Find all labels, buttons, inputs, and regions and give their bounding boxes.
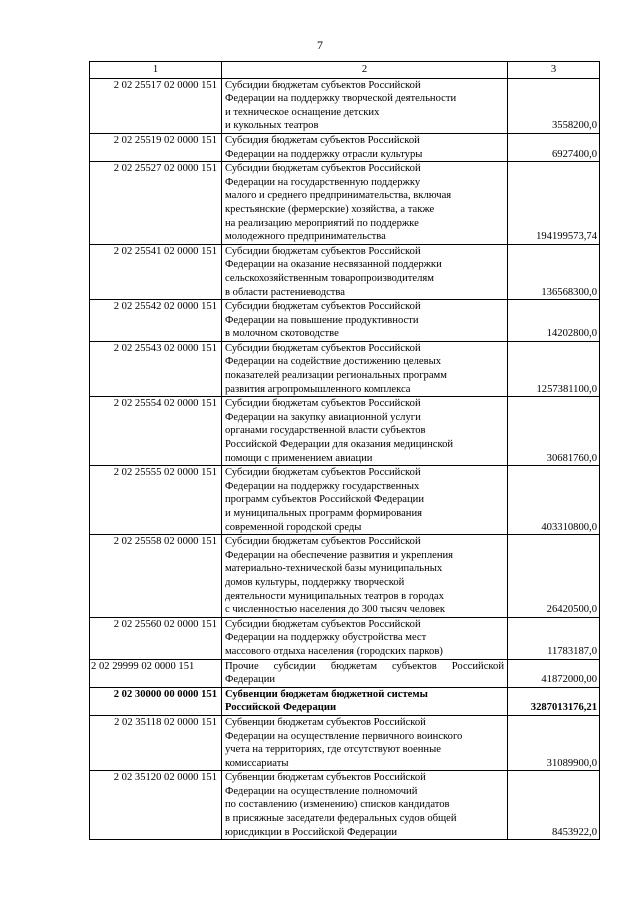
description-line: программ субъектов Российской Федерации bbox=[225, 494, 425, 506]
description-line: Субвенции бюджетам субъектов Российской bbox=[225, 716, 426, 728]
description-line: Субсидии бюджетам субъектов Российской bbox=[225, 163, 421, 175]
description-line: Федерации на государственную поддержку bbox=[225, 176, 421, 188]
budget-code-cell: 2 02 25543 02 0000 151 bbox=[90, 341, 222, 396]
amount-cell: 31089900,0 bbox=[508, 715, 600, 770]
table-row bbox=[90, 617, 600, 659]
revenue-table bbox=[89, 61, 600, 840]
amount-cell: 8453922,0 bbox=[508, 771, 600, 840]
description-line: учета на территориях, где отсутствуют военные bbox=[225, 744, 441, 756]
description-cell bbox=[222, 535, 508, 618]
description-line: домов культуры, поддержку творческой bbox=[225, 576, 405, 588]
description-line: Российской Федерации для оказания медицинской bbox=[225, 439, 454, 451]
description-line: Субсидии бюджетам субъектов Российской bbox=[225, 245, 421, 257]
table-body bbox=[90, 78, 600, 840]
description-line: сельскохозяйственным товаропроизводителям bbox=[225, 272, 434, 284]
description-line: Российской Федерации bbox=[225, 702, 337, 714]
table-row bbox=[90, 133, 600, 161]
description-line: современной городской среды bbox=[225, 521, 362, 533]
budget-code-cell: 2 02 25560 02 0000 151 bbox=[90, 617, 222, 659]
budget-code-cell: 2 02 25542 02 0000 151 bbox=[90, 300, 222, 342]
description-line: в области растениеводства bbox=[225, 286, 345, 298]
description-cell bbox=[222, 771, 508, 840]
description-line: Федерации на осуществление полномочий bbox=[225, 785, 418, 797]
table-row bbox=[90, 78, 600, 133]
description-line: материально-технической базы муниципальных bbox=[225, 563, 443, 575]
description-cell bbox=[222, 162, 508, 245]
description-cell bbox=[222, 300, 508, 342]
description-line: Субсидии бюджетам субъектов Российской bbox=[225, 79, 421, 91]
description-cell bbox=[222, 133, 508, 161]
amount-cell: 14202800,0 bbox=[508, 300, 600, 342]
description-line: в молочном скотоводстве bbox=[225, 328, 339, 340]
table-row bbox=[90, 300, 600, 342]
amount-cell: 26420500,0 bbox=[508, 535, 600, 618]
budget-code-cell: 2 02 25558 02 0000 151 bbox=[90, 535, 222, 618]
description-line: Прочие субсидии бюджетам субъектов Российской bbox=[225, 660, 504, 672]
description-cell bbox=[222, 715, 508, 770]
budget-code-cell: 2 02 35120 02 0000 151 bbox=[90, 771, 222, 840]
description-cell bbox=[222, 397, 508, 466]
description-line: малого и среднего предпринимательства, включая bbox=[225, 190, 452, 202]
amount-cell: 3287013176,21 bbox=[508, 687, 600, 715]
description-cell bbox=[222, 687, 508, 715]
table-row bbox=[90, 771, 600, 840]
description-line: Федерации на оказание несвязанной поддержки bbox=[225, 259, 442, 271]
description-line: Субсидии бюджетам субъектов Российской bbox=[225, 536, 421, 548]
description-line: Федерации на поддержку творческой деятельности bbox=[225, 93, 457, 105]
column-header-2: 2 bbox=[222, 62, 508, 79]
table-header-row bbox=[90, 62, 600, 79]
description-line: Субсидии бюджетам субъектов Российской bbox=[225, 342, 421, 354]
description-line: Субсидия бюджетам субъектов Российской bbox=[225, 134, 420, 146]
description-line: Федерации на поддержку отрасли культуры bbox=[225, 148, 423, 160]
table-row bbox=[90, 715, 600, 770]
description-cell bbox=[222, 244, 508, 299]
budget-code-cell: 2 02 25519 02 0000 151 bbox=[90, 133, 222, 161]
table-row bbox=[90, 244, 600, 299]
table-row bbox=[90, 466, 600, 535]
description-line: Федерации на поддержку обустройства мест bbox=[225, 632, 427, 644]
description-line: Федерации на обеспечение развития и укрепления bbox=[225, 549, 454, 561]
description-line: Субвенции бюджетам бюджетной системы bbox=[225, 688, 428, 700]
description-line: комиссариаты bbox=[225, 757, 289, 769]
description-line: показателей реализации региональных программ bbox=[225, 370, 447, 382]
table-row bbox=[90, 341, 600, 396]
amount-cell: 30681760,0 bbox=[508, 397, 600, 466]
budget-code-cell: 2 02 25554 02 0000 151 bbox=[90, 397, 222, 466]
budget-code-cell: 2 02 25541 02 0000 151 bbox=[90, 244, 222, 299]
table-row bbox=[90, 397, 600, 466]
description-line: молодежного предпринимательства bbox=[225, 231, 386, 243]
description-line: помощи с применением авиации bbox=[225, 452, 373, 464]
description-line: Субсидии бюджетам субъектов Российской bbox=[225, 398, 421, 410]
description-line: и кукольных театров bbox=[225, 120, 319, 132]
description-line: и муниципальных программ формирования bbox=[225, 508, 423, 519]
description-line: массового отдыха населения (городских парков) bbox=[225, 645, 443, 657]
page-number: 7 bbox=[317, 38, 323, 52]
description-line: развития агропромышленного комплекса bbox=[225, 383, 411, 395]
table-row bbox=[90, 535, 600, 618]
description-line: Федерации на закупку авиационной услуги bbox=[225, 411, 421, 423]
table-row bbox=[90, 162, 600, 245]
description-cell bbox=[222, 466, 508, 535]
description-cell bbox=[222, 78, 508, 133]
description-line: Субсидии бюджетам субъектов Российской bbox=[225, 301, 421, 313]
description-line: с численностью населения до 300 тысяч человек bbox=[225, 604, 445, 616]
description-line: Субвенции бюджетам субъектов Российской bbox=[225, 772, 426, 784]
description-line: в присяжные заседатели федеральных судов общей bbox=[225, 813, 457, 825]
description-cell bbox=[222, 341, 508, 396]
description-line: и техническое оснащение детских bbox=[225, 106, 380, 118]
description-line: органами государственной власти субъектов bbox=[225, 425, 426, 437]
column-header-1: 1 bbox=[90, 62, 222, 79]
amount-cell: 11783187,0 bbox=[508, 617, 600, 659]
description-line: Федерации на поддержку государственных bbox=[225, 480, 420, 492]
description-line: крестьянские (фермерские) хозяйства, а также bbox=[225, 203, 435, 215]
table-row bbox=[90, 659, 600, 687]
amount-cell: 41872000,00 bbox=[508, 659, 600, 687]
budget-code-cell: 2 02 25527 02 0000 151 bbox=[90, 162, 222, 245]
amount-cell: 3558200,0 bbox=[508, 78, 600, 133]
description-line: Федерации на осуществление первичного воинского bbox=[225, 730, 463, 742]
budget-code-cell: 2 02 29999 02 0000 151 bbox=[90, 659, 222, 687]
column-header-3: 3 bbox=[508, 62, 600, 79]
description-line: на реализацию мероприятий по поддержке bbox=[225, 217, 419, 229]
budget-code-cell: 2 02 25555 02 0000 151 bbox=[90, 466, 222, 535]
description-line: Федерации на повышение продуктивности bbox=[225, 314, 419, 326]
budget-code-cell: 2 02 30000 00 0000 151 bbox=[90, 687, 222, 715]
description-line: Федерации на содействие достижению целевых bbox=[225, 356, 442, 368]
table-row bbox=[90, 687, 600, 715]
description-line: по составлению (изменению) списков кандидатов bbox=[225, 799, 450, 811]
description-cell bbox=[222, 659, 508, 687]
description-line: Субсидии бюджетам субъектов Российской bbox=[225, 467, 421, 479]
budget-code-cell: 2 02 35118 02 0000 151 bbox=[90, 715, 222, 770]
amount-cell: 403310800,0 bbox=[508, 466, 600, 535]
description-line: Субсидии бюджетам субъектов Российской bbox=[225, 618, 421, 630]
description-line: юрисдикции в Российской Федерации bbox=[225, 826, 397, 838]
amount-cell: 194199573,74 bbox=[508, 162, 600, 245]
amount-cell: 136568300,0 bbox=[508, 244, 600, 299]
description-line: деятельности муниципальных театров в городах bbox=[225, 590, 444, 602]
amount-cell: 1257381100,0 bbox=[508, 341, 600, 396]
amount-cell: 6927400,0 bbox=[508, 133, 600, 161]
description-line: Федерации bbox=[225, 674, 276, 686]
budget-code-cell: 2 02 25517 02 0000 151 bbox=[90, 78, 222, 133]
description-cell bbox=[222, 617, 508, 659]
